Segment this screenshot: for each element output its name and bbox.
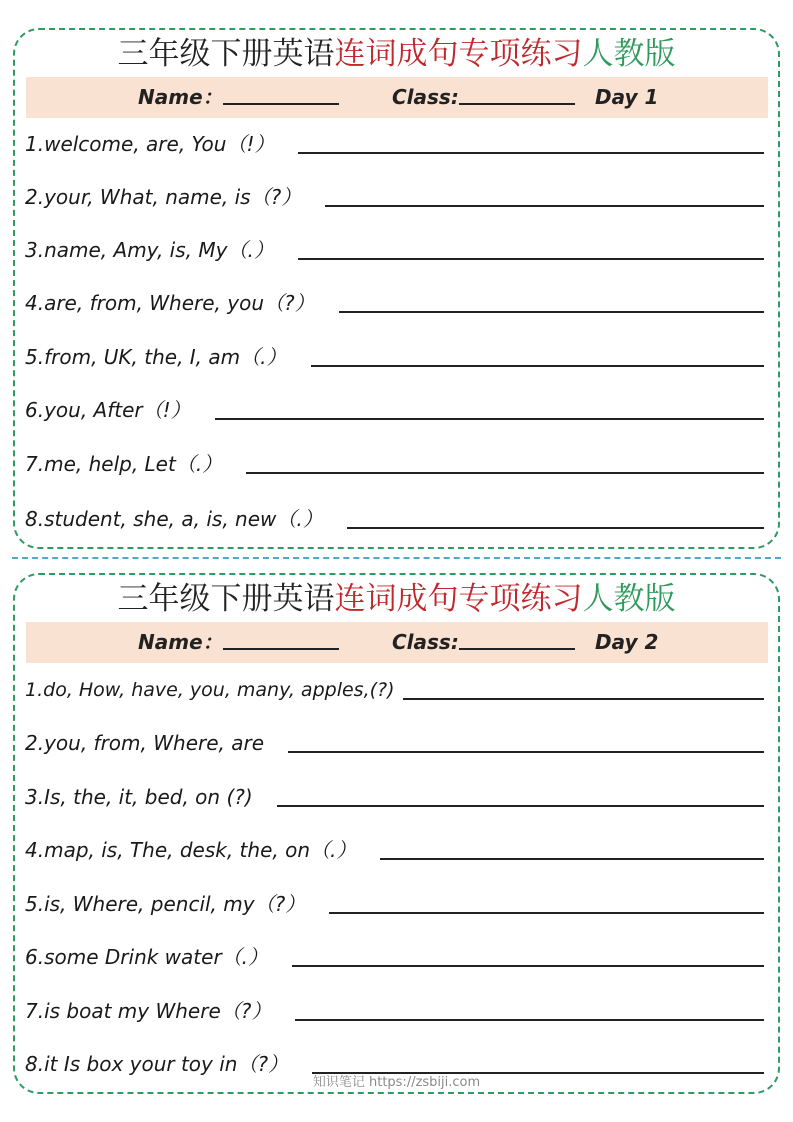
question-row: [25, 725, 764, 759]
question-text: 2.you, from, Where, are: [25, 731, 265, 755]
answer-line[interactable]: [329, 912, 764, 914]
question-row: [25, 886, 764, 920]
question-row: [25, 832, 764, 866]
worksheet-title: [15, 34, 778, 74]
answer-line[interactable]: [298, 258, 764, 260]
question-row: [25, 501, 764, 535]
worksheet-day-2: [13, 573, 780, 1094]
question-text: 1.welcome, are, You（!）: [25, 132, 275, 156]
day-label: Day 1: [595, 85, 659, 109]
answer-line[interactable]: [288, 751, 764, 753]
title-part-grade: 三年级下册英语: [117, 581, 335, 617]
class-field[interactable]: [392, 622, 575, 663]
section-divider: [12, 557, 781, 559]
question-text: 5.from, UK, the, I, am（.）: [25, 345, 287, 369]
answer-line[interactable]: [295, 1019, 764, 1021]
question-row: [25, 179, 764, 213]
name-blank[interactable]: [223, 77, 339, 105]
question-text: 1.do, How, have, you, many, apples,(?): [25, 679, 395, 701]
title-part-topic: 连词成句专项练习: [334, 36, 583, 72]
question-row: [25, 939, 764, 973]
question-row: [25, 126, 764, 160]
answer-line[interactable]: [325, 205, 764, 207]
class-label: Class:: [392, 85, 459, 109]
question-text: 2.your, What, name, is（?）: [25, 185, 302, 209]
question-text: 4.map, is, The, desk, the, on（.）: [25, 838, 357, 862]
question-text: 5.is, Where, pencil, my（?）: [25, 892, 306, 916]
question-row: [25, 339, 764, 373]
question-row: [25, 285, 764, 319]
answer-line[interactable]: [403, 698, 764, 700]
title-part-edition: 人教版: [582, 36, 676, 72]
answer-line[interactable]: [380, 858, 764, 860]
class-field[interactable]: [392, 77, 575, 118]
question-text: 8.it Is box your toy in（?）: [25, 1052, 289, 1076]
name-label: Name：: [138, 85, 223, 109]
question-text: 3.name, Amy, is, My（.）: [25, 238, 274, 262]
answer-line[interactable]: [311, 365, 765, 367]
info-bar: [26, 77, 768, 118]
question-row: [25, 446, 764, 480]
title-part-grade: 三年级下册英语: [117, 36, 335, 72]
question-row: [25, 993, 764, 1027]
day-label: Day 2: [595, 630, 659, 654]
question-text: 3.Is, the, it, bed, on (?): [25, 785, 253, 809]
title-part-edition: 人教版: [582, 581, 676, 617]
question-text: 6.some Drink water（.）: [25, 945, 269, 969]
answer-line[interactable]: [298, 152, 764, 154]
question-row: [25, 232, 764, 266]
name-field[interactable]: [138, 622, 339, 663]
info-bar: [26, 622, 768, 663]
answer-line[interactable]: [215, 418, 764, 420]
question-row: [25, 392, 764, 426]
name-label: Name：: [138, 630, 223, 654]
worksheet-day-1: [13, 28, 780, 549]
footer-watermark: 知识笔记 https://zsbiji.com: [312, 1075, 481, 1090]
answer-line[interactable]: [246, 472, 764, 474]
name-field[interactable]: [138, 77, 339, 118]
question-text: 6.you, After（!）: [25, 398, 191, 422]
question-text: 7.is boat my Where（?）: [25, 999, 272, 1023]
class-blank[interactable]: [459, 77, 575, 105]
answer-line[interactable]: [292, 965, 764, 967]
answer-line[interactable]: [277, 805, 764, 807]
name-blank[interactable]: [223, 622, 339, 650]
answer-line[interactable]: [347, 527, 764, 529]
question-text: 7.me, help, Let（.）: [25, 452, 223, 476]
question-row: [25, 779, 764, 813]
answer-line[interactable]: [339, 311, 764, 313]
title-part-topic: 连词成句专项练习: [334, 581, 583, 617]
worksheet-title: [15, 579, 778, 619]
class-label: Class:: [392, 630, 459, 654]
question-text: 8.student, she, a, is, new（.）: [25, 507, 323, 531]
class-blank[interactable]: [459, 622, 575, 650]
question-text: 4.are, from, Where, you（?）: [25, 291, 315, 315]
question-row: [25, 672, 764, 706]
